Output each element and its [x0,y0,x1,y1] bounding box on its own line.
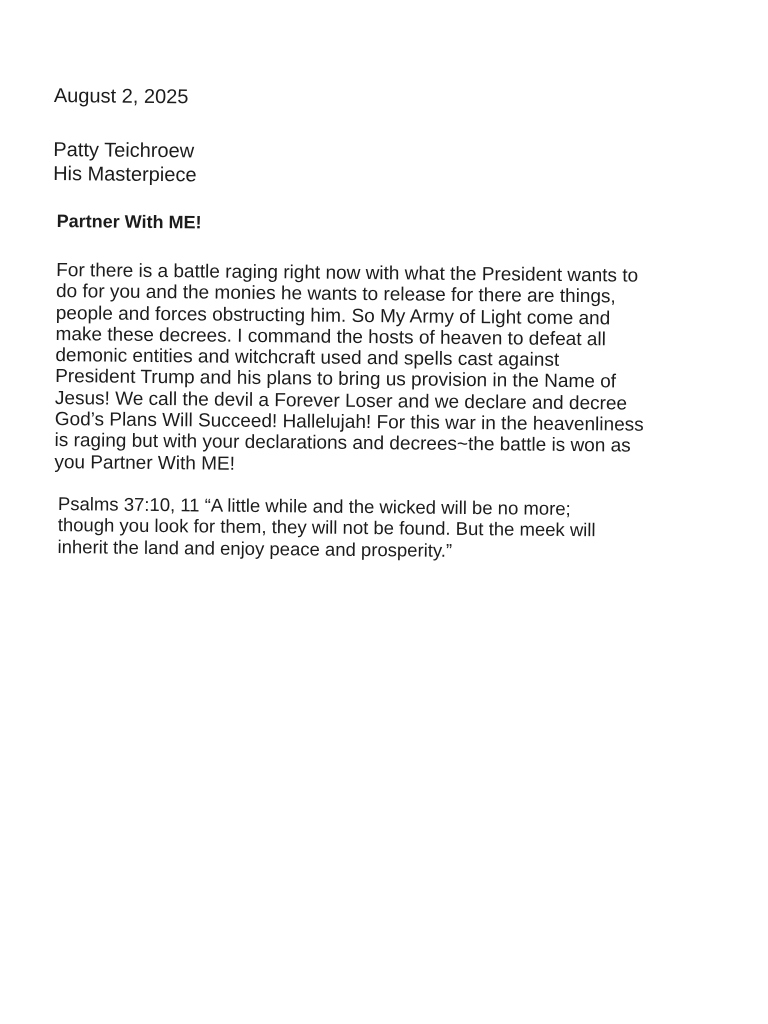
letter-content [49,84,734,564]
body-line: God’s Plans Will Succeed! Hallelujah! For this war in the heavenliness [54,409,644,436]
body-line: President Trump and his plans to bring us provision in the Name of [55,366,617,393]
letter-heading: Partner With ME! [56,211,202,233]
sender-block [53,138,733,193]
body-line: you Partner With ME! [54,451,236,475]
letter-body [54,260,732,479]
body-line: people and forces obstructing him. So My Army of Light come and [55,302,611,329]
body-line: demonic entities and witchcraft used and spells cast against [55,345,560,372]
body-line: is raging but with your declarations and decrees~the battle is won as [54,430,631,457]
verse-line: inherit the land and enjoy peace and prosperity.” [57,536,453,561]
body-line: Jesus! We call the devil a Forever Loser and we declare and decree [54,387,628,415]
verse-line: Psalms 37:10, 11 “A little while and the wicked will be no more; [57,493,571,519]
sender-organization: His Masterpiece [53,162,197,187]
letter-date: August 2, 2025 [53,84,189,109]
scripture-verse [57,493,730,564]
verse-line: though you look for them, they will not be found. But the meek will [57,514,596,541]
body-line: For there is a battle raging right now with what the President wants to [56,260,639,287]
body-line: do for you and the monies he wants to release for there are things, [55,281,616,308]
sender-name: Patty Teichroew [53,138,195,163]
body-line: make these decrees. I command the hosts of heaven to defeat all [55,323,606,351]
